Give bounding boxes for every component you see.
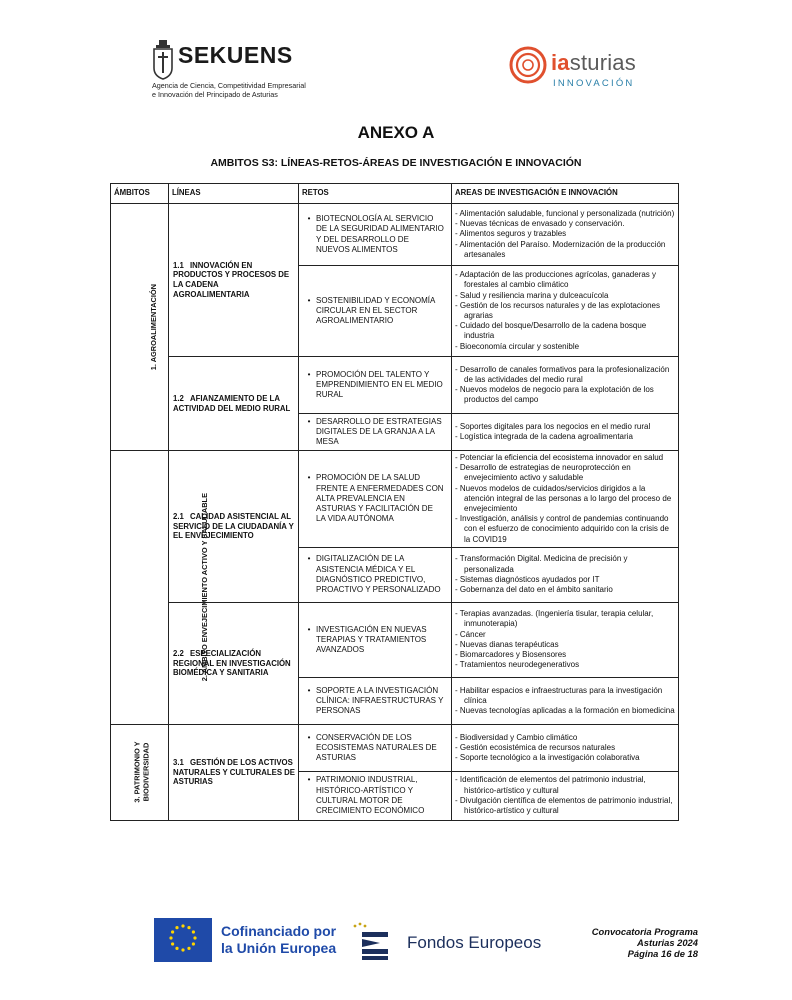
list-item: - Biodiversidad y Cambio climático — [455, 733, 675, 743]
list-item: - Investigación, análisis y control de pandemias continuando con el esfuerzo de conocimiento adquirido con la crisis de la COVID19 — [455, 514, 675, 545]
list-item: - Salud y resiliencia marina y dulceacuícola — [455, 291, 675, 301]
page-footer — [0, 918, 792, 968]
reto-cell: • CONSERVACIÓN DE LOS ECOSISTEMAS NATURALES DE ASTURIAS — [299, 724, 452, 771]
reto-cell: • SOPORTE A LA INVESTIGACIÓN CLÍNICA: INFRAESTRUCTURAS Y PERSONAS — [299, 677, 452, 724]
areas-cell — [452, 204, 679, 266]
list-item: - Alimentación del Paraíso. Modernización de la producción artesanales — [455, 240, 675, 260]
asturias-crest-icon — [152, 40, 174, 80]
eu-cofinanced-text: Cofinanciado por la Unión Europea — [221, 923, 337, 956]
reto-cell: • BIOTECNOLOGÍA AL SERVICIO DE LA SEGURIDAD ALIMENTARIO Y DEL DESARROLLO DE NUEVOS ALIMENTOS — [299, 204, 452, 266]
col-header-lineas: LÍNEAS — [169, 184, 299, 204]
list-item: - Transformación Digital. Medicina de precisión y personalizada — [455, 554, 675, 574]
list-item: - Terapias avanzadas. (Ingeniería tisular, terapia celular, inmunoterapia) — [455, 609, 675, 629]
ambito-cell: 1. AGROALIMENTACIÓN — [111, 204, 169, 451]
list-item: - Desarrollo de estrategias de neuroprotección en envejecimiento activo y saludable — [455, 463, 675, 483]
list-item: - Nuevas técnicas de envasado y conservación. — [455, 219, 675, 229]
reto-cell: • DESARROLLO DE ESTRATEGIAS DIGITALES DE LA GRANJA A LA MESA — [299, 414, 452, 451]
list-item: - Cáncer — [455, 630, 675, 640]
list-item: - Desarrollo de canales formativos para la profesionalización de las actividades del medio rural — [455, 365, 675, 385]
linea-cell: 1.2 AFIANZAMIENTO DE LA ACTIVIDAD DEL MEDIO RURAL — [169, 357, 299, 451]
list-item: - Potenciar la eficiencia del ecosistema innovador en salud — [455, 453, 675, 463]
areas-cell — [452, 357, 679, 414]
list-item: - Habilitar espacios e infraestructuras para la investigación clínica — [455, 686, 675, 706]
iasturias-name: iasturias — [551, 50, 636, 75]
brand-name: SEKUENS — [178, 42, 293, 68]
areas-cell — [452, 414, 679, 451]
linea-cell: 1.1 INNOVACIÓN EN PRODUCTOS Y PROCESOS DE LA CADENA AGROALIMENTARIA — [169, 204, 299, 357]
reto-cell: • PROMOCIÓN DEL TALENTO Y EMPRENDIMIENTO EN EL MEDIO RURAL — [299, 357, 452, 414]
page-number: Página 16 de 18 — [627, 948, 698, 960]
areas-cell — [452, 602, 679, 677]
list-item: - Sistemas diagnósticos ayudados por IT — [455, 575, 675, 585]
page-title: ANEXO A — [357, 123, 435, 142]
list-item: - Soportes digitales para los negocios en el medio rural — [455, 422, 675, 432]
table-header-row — [111, 184, 679, 204]
list-item: - Logística integrada de la cadena agroalimentaria — [455, 432, 675, 442]
col-header-areas: AREAS DE INVESTIGACIÓN E INNOVACIÓN — [452, 184, 679, 204]
areas-cell — [452, 724, 679, 771]
list-item: - Gestión de los recursos naturales y de las explotaciones agrarias — [455, 301, 675, 321]
iasturias-ring-icon — [508, 44, 548, 86]
reto-cell: • PROMOCIÓN DE LA SALUD FRENTE A ENFERMEDADES CON ALTA PREVALENCIA EN ASTURIAS Y FACILITACIÓN DE LA VIDA AUTÓNOMA — [299, 451, 452, 548]
list-item: - Divulgación científica de elementos de patrimonio industrial, histórico-artístico y cultural — [455, 796, 675, 816]
convocatoria-info: Convocatoria Programa Asturias 2024 Página 16 de 18 — [574, 926, 698, 960]
areas-cell — [452, 547, 679, 602]
list-item: - Bioeconomía circular y sostenible — [455, 342, 675, 352]
linea-cell: 2.2 ESPECIALIZACIÓN REGIONAL EN INVESTIGACIÓN BIOMÉDICA Y SANITARIA — [169, 602, 299, 724]
list-item: - Tratamientos neurodegenerativos — [455, 660, 675, 670]
list-item: - Adaptación de las producciones agrícolas, ganaderas y forestales al cambio climático — [455, 270, 675, 290]
table-row — [111, 204, 679, 266]
fondos-europeos-icon — [350, 922, 394, 962]
list-item: - Soporte tecnológico a la investigación colaborativa — [455, 753, 675, 763]
ambito-cell: 2. AMBITO ENVEJECIMIENTO ACTIVO Y SALUDABLE — [111, 451, 169, 725]
list-item: - Alimentación saludable, funcional y personalizada (nutrición) — [455, 209, 675, 219]
fondos-europeos-text: Fondos Europeos — [407, 933, 542, 952]
list-item: - Nuevas dianas terapéuticas — [455, 640, 675, 650]
linea-cell: 2.1 CALIDAD ASISTENCIAL AL SERVICIO DE LA CIUDADANÍA Y EL ENVEJECIMIENTO — [169, 451, 299, 603]
areas-cell — [452, 771, 679, 820]
table-row — [111, 724, 679, 771]
list-item: - Gobernanza del dato en el ámbito sanitario — [455, 585, 675, 595]
ambitos-table — [110, 183, 679, 821]
list-item: - Nuevos modelos de cuidados/servicios dirigidos a la atención integral de las personas a lo largo del proceso de envejecimiento — [455, 484, 675, 515]
list-item: - Identificación de elementos del patrimonio industrial, histórico-artístico y cultural — [455, 775, 675, 795]
table-row — [111, 357, 679, 414]
list-item: - Gestión ecosistémica de recursos naturales — [455, 743, 675, 753]
ambito-cell: 3. PATRIMONIO Y BIODIVERSIDAD — [111, 724, 169, 820]
iasturias-subtitle: INNOVACIÓN — [553, 78, 635, 89]
table-row — [111, 602, 679, 677]
col-header-retos: RETOS — [299, 184, 452, 204]
areas-cell — [452, 451, 679, 548]
reto-cell: • PATRIMONIO INDUSTRIAL, HISTÓRICO-ARTÍSTICO Y CULTURAL MOTOR DE CRECIMIENTO ECONÓMICO — [299, 771, 452, 820]
table-row — [111, 451, 679, 548]
areas-cell — [452, 677, 679, 724]
linea-cell: 3.1 GESTIÓN DE LOS ACTIVOS NATURALES Y CULTURALES DE ASTURIAS — [169, 724, 299, 820]
list-item: - Nuevas tecnologías aplicadas a la formación en biomedicina — [455, 706, 675, 716]
reto-cell: • SOSTENIBILIDAD Y ECONOMÍA CIRCULAR EN EL SECTOR AGROALIMENTARIO — [299, 266, 452, 357]
list-item: - Alimentos seguros y trazables — [455, 229, 675, 239]
list-item: - Cuidado del bosque/Desarrollo de la cadena bosque industria — [455, 321, 675, 341]
agency-name: Agencia de Ciencia, Competitividad Empresarial e Innovación del Principado de Asturias — [152, 81, 306, 99]
page-subtitle: AMBITOS S3: LÍNEAS-RETOS-ÁREAS DE INVESTIGACIÓN E INNOVACIÓN — [210, 157, 582, 169]
iasturias-logo — [508, 44, 658, 94]
reto-cell: • INVESTIGACIÓN EN NUEVAS TERAPIAS Y TRATAMIENTOS AVANZADOS — [299, 602, 452, 677]
list-item: - Biomarcadores y Biosensores — [455, 650, 675, 660]
col-header-ambitos: ÁMBITOS — [111, 184, 169, 204]
eu-flag-icon — [154, 918, 212, 962]
list-item: - Nuevos modelos de negocio para la explotación de los productos del campo — [455, 385, 675, 405]
areas-cell — [452, 266, 679, 357]
reto-cell: • DIGITALIZACIÓN DE LA ASISTENCIA MÉDICA Y EL DIAGNÓSTICO PREDICTIVO, PROACTIVO Y PERSONALIZADO — [299, 547, 452, 602]
